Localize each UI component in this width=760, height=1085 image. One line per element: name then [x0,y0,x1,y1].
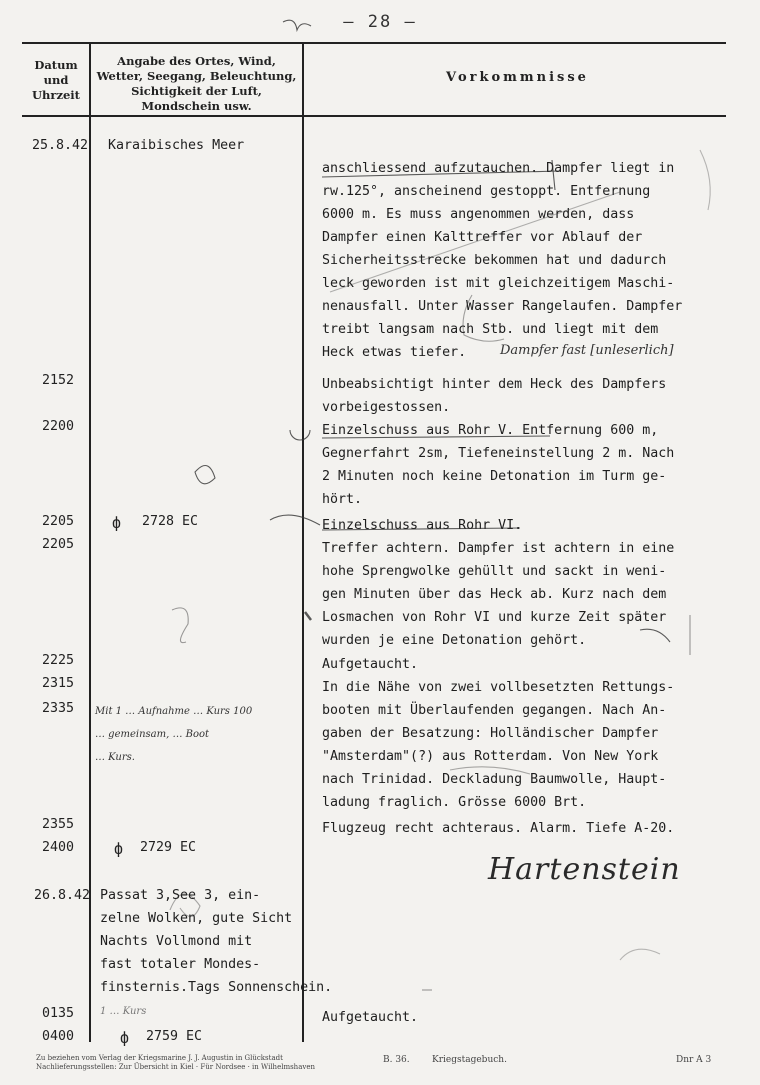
place-line: finsternis.Tags Sonnenschein. [100,980,333,995]
narrative-line: Einzelschuss aus Rohr V. Entfernung 600 m, [322,423,659,438]
header-vorkommnisse: Vorkommnisse [446,70,589,85]
signature: Hartenstein [488,852,681,887]
place-line: fast totaler Mondes- [100,957,261,972]
narrative-line: Einzelschuss aus Rohr VI. [322,518,523,533]
time-2335: 2335 [42,701,75,716]
narrative-line: rw.125°, anscheinend gestoppt. Entfernung [322,184,651,199]
footer-line: Zu beziehen vom Verlag der Kriegsmarine J. J. Augustin in Glückstadt [36,1054,283,1062]
narrative-line: Treffer achtern. Dampfer ist achtern in eine [322,541,675,556]
time-2225: 2225 [42,653,75,668]
narrative-line: Unbeabsichtigt hinter dem Heck des Dampfers [322,377,667,392]
narrative-line: Aufgetaucht. [322,1010,419,1025]
header-datum: Datum und Uhrzeit [32,58,80,102]
footer-dnr: Dnr A 3 [676,1055,712,1065]
place-line: zelne Wolken, gute Sicht [100,911,293,926]
narrative-line: 2 Minuten noch keine Detonation im Turm ge- [322,469,667,484]
note-line: Mit 1 … Aufnahme … Kurs 100 [95,706,253,717]
note-line: … Kurs. [95,752,135,763]
narrative-line: hört. [322,492,363,507]
time-2205-a: 2205 [42,514,75,529]
position-symbol: ф [114,840,124,858]
narrative-line: nenausfall. Unter Wasser Rangelaufen. Dampfer [322,299,683,314]
position-2728: 2728 EC [142,514,199,529]
narrative-line: ladung fraglich. Grösse 6000 Brt. [322,795,587,810]
narrative-line: gen Minuten über das Heck ab. Kurz nach dem [322,587,667,602]
footer-title: Kriegstagebuch. [432,1055,507,1065]
narrative-line: Flugzeug recht achteraus. Alarm. Tiefe A-20. [322,821,675,836]
narrative-line: wurden je eine Detonation gehört. [322,633,587,648]
position-2759: 2759 EC [146,1029,203,1044]
position-symbol: ф [112,514,122,532]
narrative-line: nach Trinidad. Deckladung Baumwolle, Haupt- [322,772,667,787]
footer-publisher [36,1054,366,1072]
position-symbol: ф [120,1029,130,1047]
time-2355: 2355 [42,817,75,832]
time-2400: 2400 [42,840,75,855]
place-karaibisches-meer: Karaibisches Meer [108,138,245,153]
narrative-line: "Amsterdam"(?) aus Rotterdam. Von New York [322,749,659,764]
position-2729: 2729 EC [140,840,197,855]
time-0400: 0400 [42,1029,75,1044]
narrative-line: booten mit Überlaufenden gegangen. Nach An- [322,703,667,718]
time-0135: 0135 [42,1006,75,1021]
narrative-line: Heck etwas tiefer. [322,345,467,360]
narrative-line: leck geworden ist mit gleichzeitigem Maschi- [322,276,675,291]
note-line: … gemeinsam, … Boot [95,729,210,740]
narrative-line: Aufgetaucht. [322,657,419,672]
page-number: – 28 – [343,12,417,32]
time-2205-b: 2205 [42,537,75,552]
header-ort: Angabe des Ortes, Wind, Wetter, Seegang, Beleuchtung, Sichtigkeit der Luft, Mondschein usw. [96,54,297,113]
narrative-line: hohe Sprengwolke gehüllt und sackt in weni- [322,564,667,579]
narrative-line: anschliessend aufzutauchen. Dampfer liegt in [322,161,675,176]
narrative-line: 6000 m. Es muss angenommen werden, dass [322,207,635,222]
footer-line: Nachlieferungsstellen: Zur Übersicht in Kiel · Für Nordsee · in Wilhelmshaven [36,1063,315,1071]
time-2200: 2200 [42,419,75,434]
narrative-line: gaben der Besatzung: Holländischer Dampfer [322,726,659,741]
narrative-line: Dampfer einen Kalttreffer vor Ablauf der [322,230,643,245]
place-line: Nachts Vollmond mit [100,934,253,949]
narrative-line: In die Nähe von zwei vollbesetzten Rettungs- [322,680,675,695]
narrative-line: Losmachen von Rohr VI und kurze Zeit später [322,610,667,625]
date-26-8-42: 26.8.42 [34,888,91,903]
handwritten-note-dampfer: Dampfer fast [unleserlich] [500,343,674,358]
narrative-line: treibt langsam nach Stb. und liegt mit dem [322,322,659,337]
place-line: Passat 3,See 3, ein- [100,888,261,903]
narrative-line: Gegnerfahrt 2sm, Tiefeneinstellung 2 m. Nach [322,446,675,461]
footer-form-number: B. 36. [383,1055,410,1065]
handwritten-note-0135: 1 … Kurs [100,1006,147,1017]
time-2315: 2315 [42,676,75,691]
time-2152: 2152 [42,373,75,388]
date-25-8-42: 25.8.42 [32,138,89,153]
narrative-line: vorbeigestossen. [322,400,451,415]
narrative-line: Sicherheitsstrecke bekommen hat und dadurch [322,253,667,268]
